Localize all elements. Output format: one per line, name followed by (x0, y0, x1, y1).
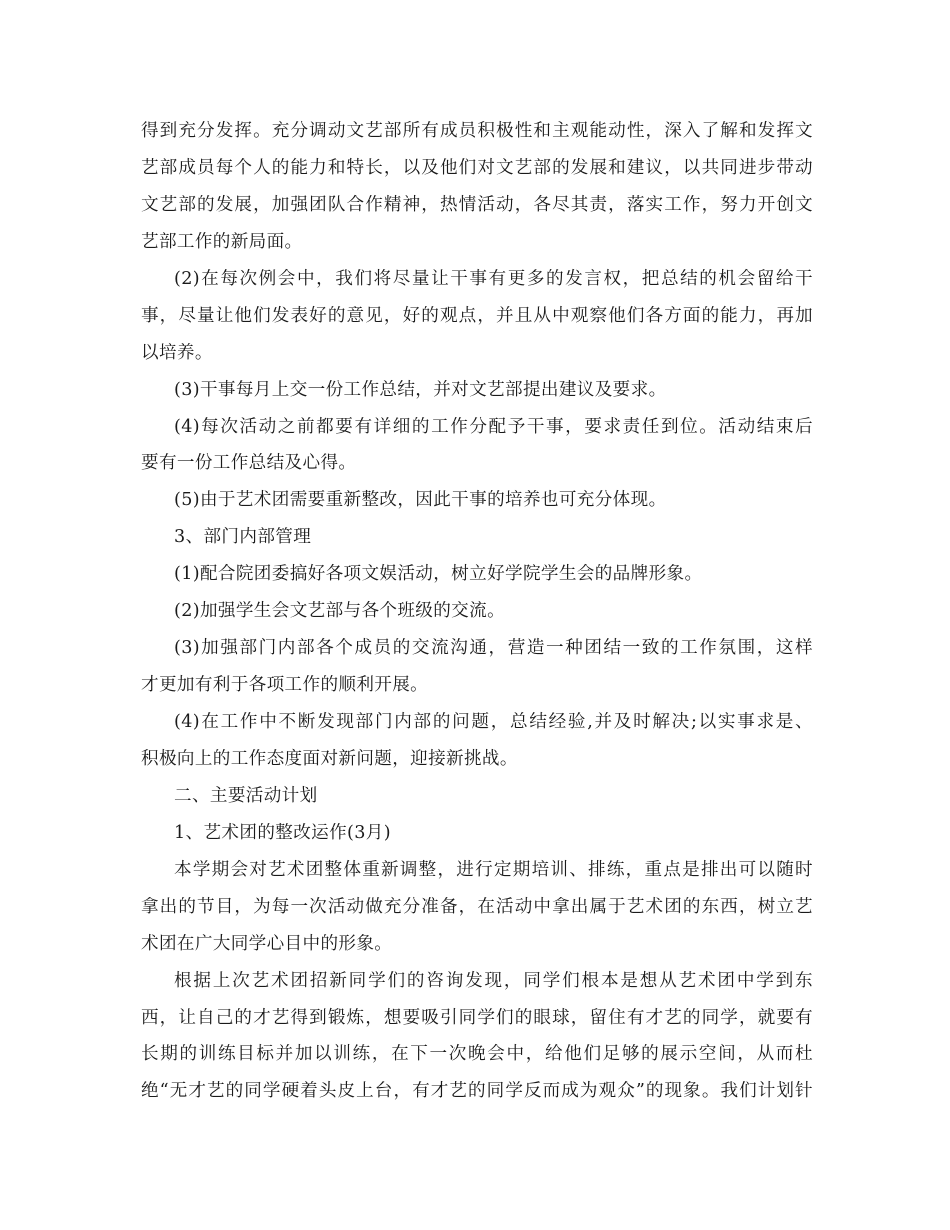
text-line: (2)加强学生会文艺部与各个班级的交流。 (174, 601, 506, 622)
text-line: (3)干事每月上交一份工作总结，并对文艺部提出建议及要求。 (174, 379, 667, 400)
text-line: 事，尽量让他们发表好的意见，好的观点，并且从中观察他们各方面的能力，再加 (141, 305, 813, 326)
text-line: 拿出的节目，为每一次活动做充分准备，在活动中拿出属于艺术团的东西，树立艺 (141, 896, 813, 917)
text-line: 二、主要活动计划 (174, 785, 318, 806)
text-line: 术团在广大同学心目中的形象。 (141, 933, 393, 954)
text-line: (4)每次活动之前都要有详细的工作分配予干事，要求责任到位。活动结束后 (174, 416, 813, 437)
text-line: 积极向上的工作态度面对新问题，迎接新挑战。 (141, 748, 518, 769)
text-line: 艺部成员每个人的能力和特长，以及他们对文艺部的发展和建议，以共同进步带动 (141, 157, 813, 178)
text-line: (1)配合院团委搞好各项文娱活动，树立好学院学生会的品牌形象。 (174, 564, 703, 585)
document-body (141, 113, 813, 1110)
text-line: 长期的训练目标并加以训练，在下一次晚会中，给他们足够的展示空间，从而杜 (141, 1044, 813, 1065)
text-line: 绝“无才艺的同学硬着头皮上台，有才艺的同学反而成为观众”的现象。我们计划针 (141, 1081, 813, 1102)
text-line: (2)在每次例会中，我们将尽量让干事有更多的发言权，把总结的机会留给干 (174, 268, 813, 289)
text-line: 才更加有利于各项工作的顺利开展。 (141, 675, 429, 696)
text-line: 3、部门内部管理 (174, 527, 312, 548)
text-line: 文艺部的发展，加强团队合作精神，热情活动，各尽其责，落实工作，努力开创文 (141, 194, 813, 215)
text-line: 本学期会对艺术团整体重新调整，进行定期培训、排练，重点是排出可以随时 (174, 859, 813, 880)
text-line: (4)在工作中不断发现部门内部的问题，总结经验,并及时解决;以实事求是、 (174, 712, 813, 732)
text-line: 西，让自己的才艺得到锻炼，想要吸引同学们的眼球，留住有才艺的同学，就要有 (141, 1007, 813, 1028)
text-line: 1、艺术团的整改运作(3月) (174, 822, 391, 843)
text-line: (3)加强部门内部各个成员的交流沟通，营造一种团结一致的工作氛围，这样 (174, 638, 813, 659)
text-line: 得到充分发挥。充分调动文艺部所有成员积极性和主观能动性，深入了解和发挥文 (141, 121, 813, 141)
text-line: 艺部工作的新局面。 (141, 231, 303, 252)
text-line: (5)由于艺术团需要重新整改，因此干事的培养也可充分体现。 (174, 490, 667, 511)
text-line: 要有一份工作总结及心得。 (141, 453, 357, 474)
text-line: 根据上次艺术团招新同学们的咨询发现，同学们根本是想从艺术团中学到东 (174, 970, 813, 991)
text-line: 以培养。 (141, 342, 213, 363)
